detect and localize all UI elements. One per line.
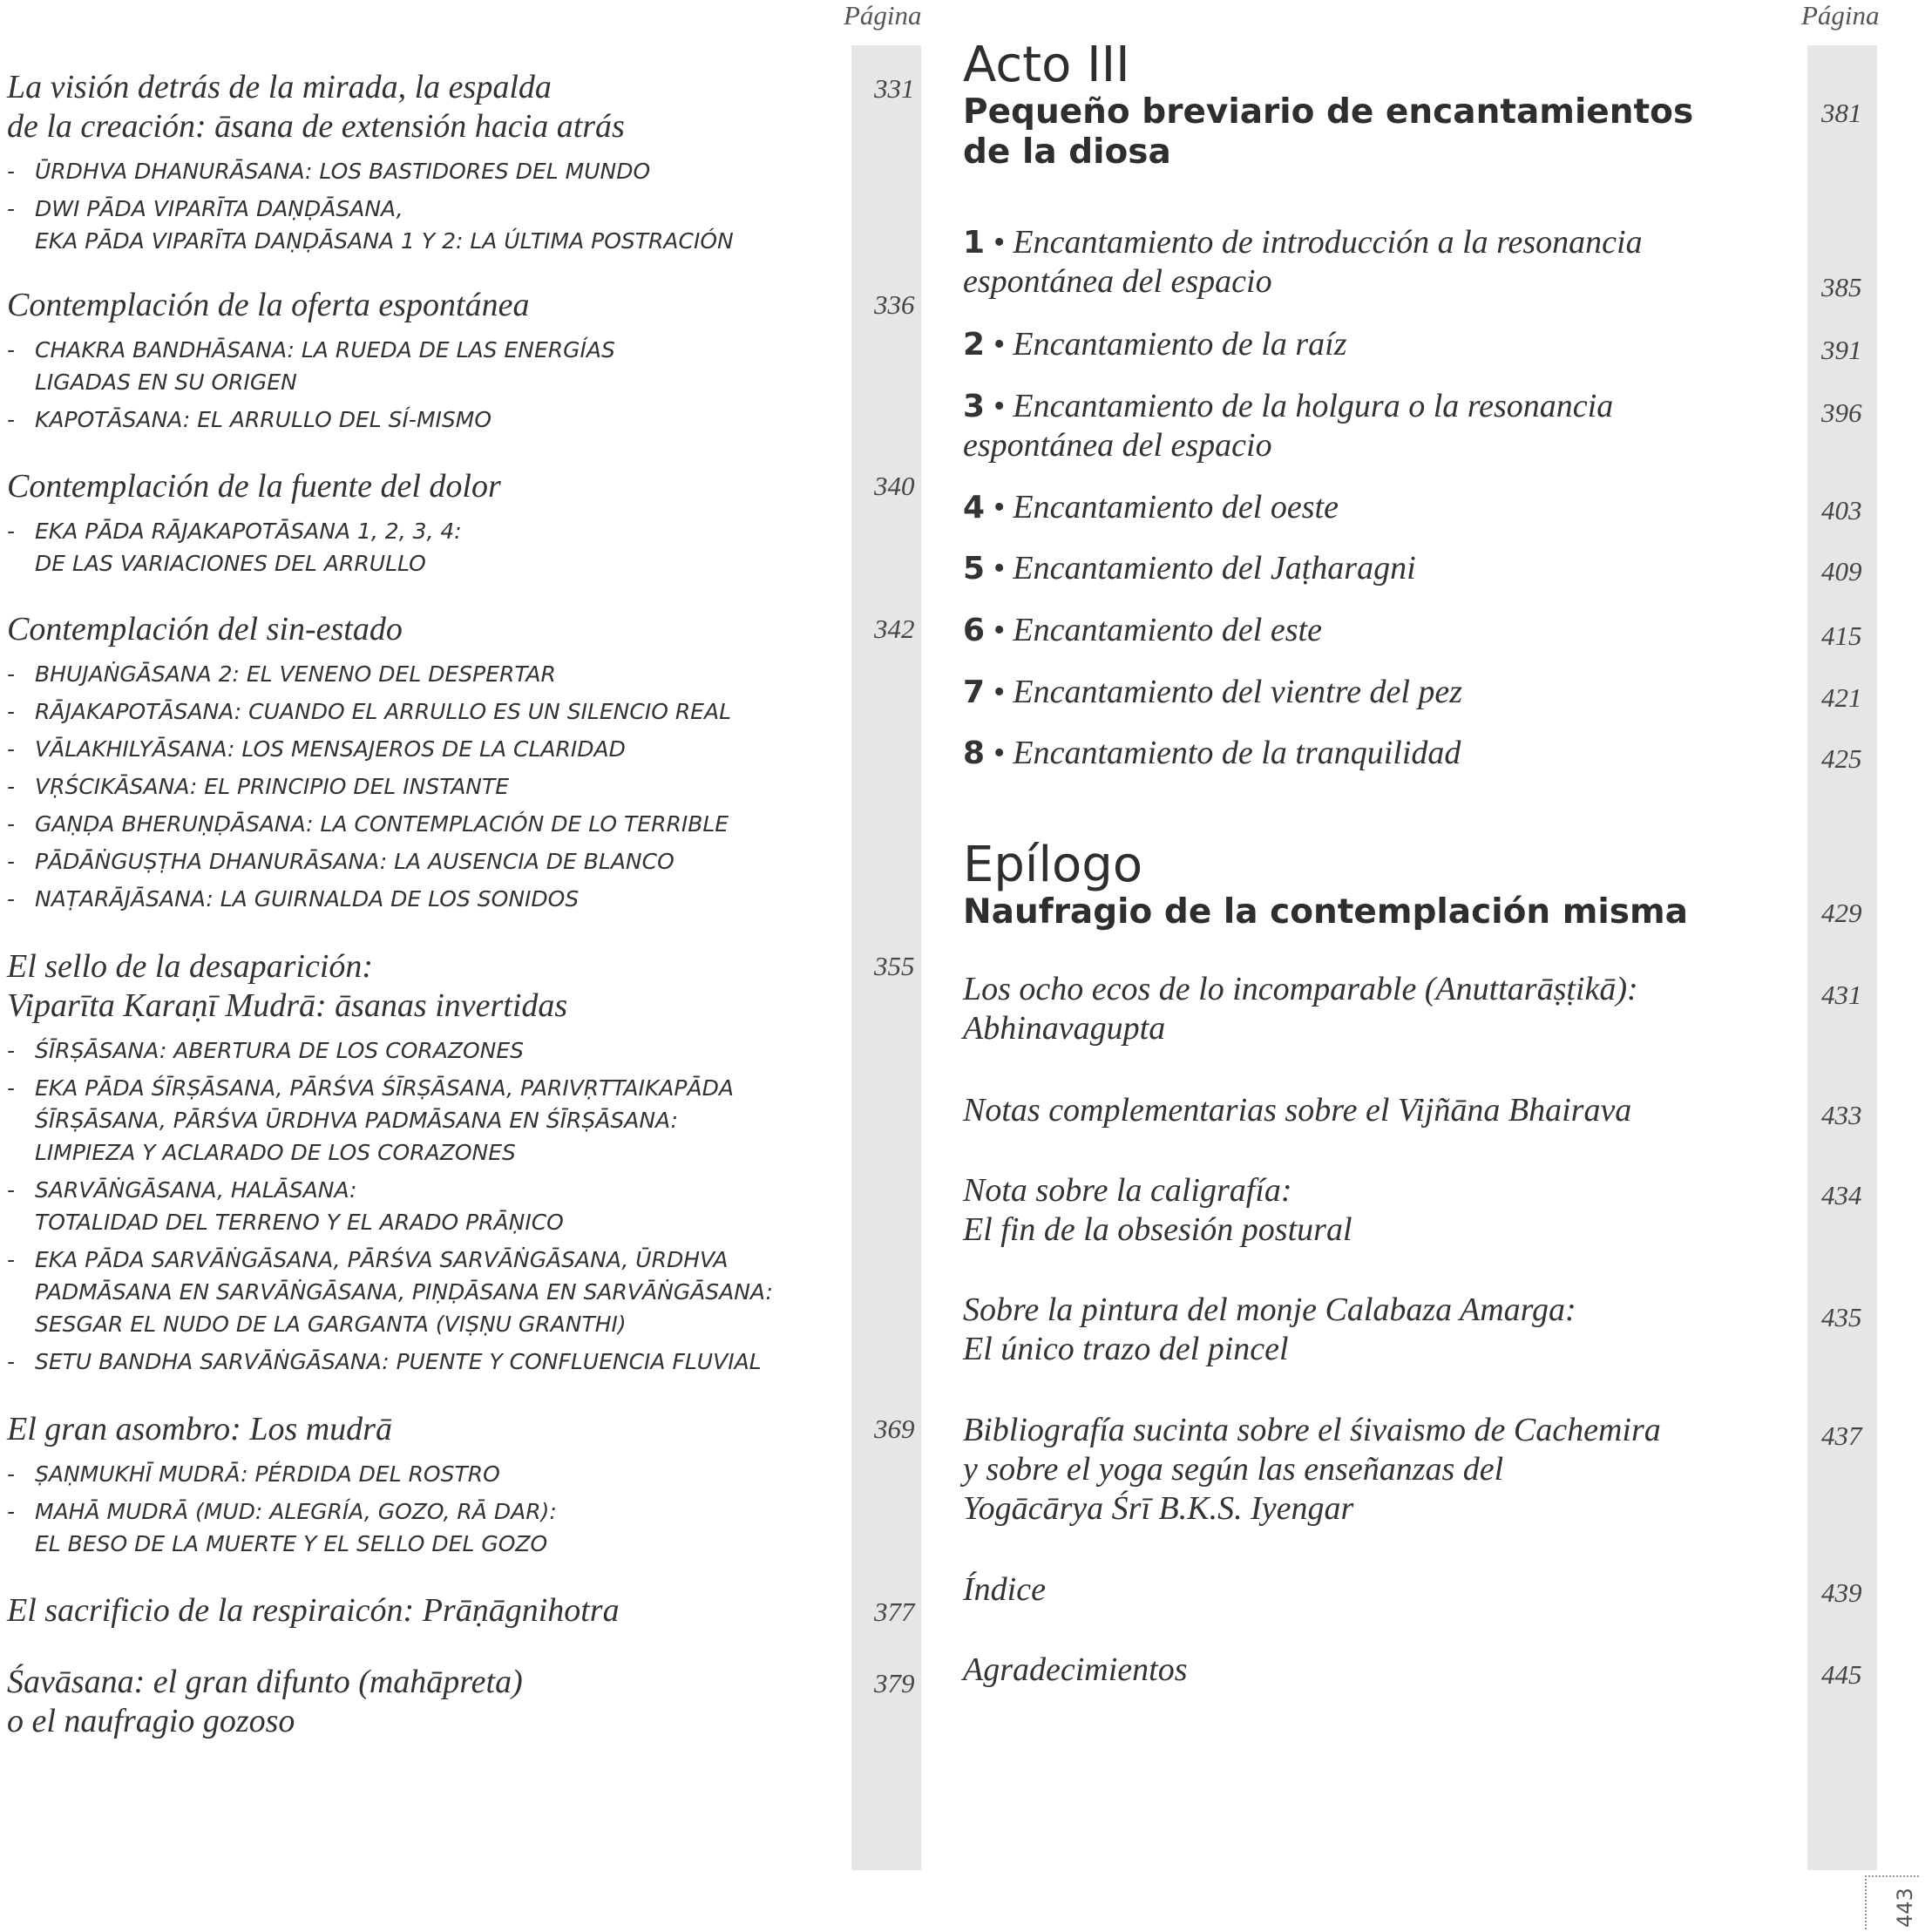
sub-entry: - ṢAṆMUKHĪ MUDRĀ: PÉRDIDA DEL ROSTRO: [7, 1461, 500, 1487]
entry-title: Índice: [963, 1571, 1046, 1608]
entry-page-number: 369: [874, 1413, 915, 1444]
entry-page-number: 434: [1821, 1180, 1862, 1210]
entry-title: 7 • Encantamiento del vientre del pez: [963, 674, 1463, 710]
entry-title: La visión detrás de la mirada, la espalda de la creación: āsana de extensión hacia atrás: [7, 69, 625, 145]
entry-page-number: 385: [1821, 272, 1862, 302]
entry-page-number: 409: [1821, 556, 1862, 586]
enchantment-entry[interactable]: [963, 549, 1416, 588]
entry-title: Los ocho ecos de lo incomparable (Anuttarāṣṭikā): Abhinavagupta: [963, 971, 1638, 1047]
sub-entry: - DWI PĀDA VIPARĪTA DAṆḌĀSANA, EKA PĀDA VIPARĪTA DAṆḌĀSANA 1 Y 2: LA ÚLTIMA POSTRACIÓN: [7, 196, 734, 254]
entry-page-number: 433: [1821, 1100, 1862, 1130]
entry-title: 8 • Encantamiento de la tranquilidad: [963, 735, 1461, 771]
entry-page-number: 342: [874, 613, 915, 644]
sub-entry: - EKA PĀDA RĀJAKAPOTĀSANA 1, 2, 3, 4: DE LAS VARIACIONES DEL ARRULLO: [7, 519, 462, 576]
entry-page-number: 391: [1821, 335, 1862, 365]
entry-page-number: 435: [1821, 1302, 1862, 1332]
epilogue-subtitle: Naufragio de la contemplación misma: [963, 892, 1688, 932]
toc-entry[interactable]: [7, 286, 915, 436]
entry-title: Bibliografía sucinta sobre el śivaismo de Cachemira y sobre el yoga según las enseñanzas del Yogācārya Śrī B.K.S. Iyengar: [963, 1412, 1661, 1527]
back-matter-entry[interactable]: [963, 1570, 1046, 1610]
entry-title: El sello de la desaparición: Viparīta Karaṇī Mudrā: āsanas invertidas: [7, 948, 568, 1024]
back-matter-entry[interactable]: [963, 1171, 1352, 1250]
sub-entry: - EKA PĀDA ŚĪRṢĀSANA, PĀRŚVA ŚĪRṢĀSANA, PARIVṚTTAIKAPĀDA ŚĪRṢĀSANA, PĀRŚVA ŪRDHVA PADMĀSANA EN ŚĪRṢĀSANA: LIMPIEZA Y ACLARADO DE LOS CORAZONES: [7, 1075, 734, 1165]
enchantment-entry[interactable]: [963, 673, 1462, 712]
entry-title: Agradecimientos: [963, 1651, 1188, 1688]
sub-entry: - VĀLAKHILYĀSANA: LOS MENSAJEROS DE LA CLARIDAD: [7, 736, 626, 762]
entry-page-number: 396: [1821, 397, 1862, 428]
entry-page-number: 336: [874, 289, 915, 320]
toc-entry[interactable]: [7, 467, 915, 580]
left-page-column-header: Página: [844, 0, 922, 31]
footer-page-number: 443: [1893, 1888, 1917, 1928]
entry-page-number: 379: [874, 1668, 915, 1698]
sub-entry: - MAHĀ MUDRĀ (MUD: ALEGRÍA, GOZO, RĀ DAR): EL BESO DE LA MUERTE Y EL SELLO DEL GOZO: [7, 1499, 557, 1556]
entry-page-number: 425: [1821, 743, 1862, 774]
sub-entry: - RĀJAKAPOTĀSANA: CUANDO EL ARRULLO ES UN SILENCIO REAL: [7, 699, 732, 724]
back-matter-entry[interactable]: [963, 1291, 1576, 1369]
entry-page-number: 439: [1821, 1577, 1862, 1608]
entry-page-number: 403: [1821, 495, 1862, 525]
act-three-page-number: 381: [1821, 98, 1862, 128]
entry-title: El sacrificio de la respiraicón: Prāṇāgnihotra: [7, 1592, 620, 1629]
entry-title: 2 • Encantamiento de la raíz: [963, 326, 1347, 363]
entry-title: 4 • Encantamiento del oeste: [963, 489, 1339, 525]
back-matter-entry[interactable]: [963, 970, 1638, 1048]
epilogue-heading[interactable]: [963, 838, 1688, 932]
right-page-column-header: Página: [1801, 0, 1880, 31]
sub-entry: - ŚĪRṢĀSANA: ABERTURA DE LOS CORAZONES: [7, 1038, 525, 1063]
entry-page-number: 437: [1821, 1420, 1862, 1451]
entry-page-number: 340: [874, 471, 915, 501]
sub-entry: - EKA PĀDA SARVĀṄGĀSANA, PĀRŚVA SARVĀṄGĀSANA, ŪRDHVA PADMĀSANA EN SARVĀṄGĀSANA, PIṆḌĀSANA EN SARVĀṄGĀSANA: SESGAR EL NUDO DE LA GARGANTA (VIṢṆU GRANTHI): [7, 1247, 773, 1337]
sub-entry: - KAPOTĀSANA: EL ARRULLO DEL SÍ-MISMO: [7, 407, 491, 432]
entry-title: 6 • Encantamiento del este: [963, 612, 1322, 648]
sub-entry: - ŪRDHVA DHANURĀSANA: LOS BASTIDORES DEL MUNDO: [7, 159, 651, 184]
enchantment-entry[interactable]: [963, 325, 1347, 364]
entry-page-number: 421: [1821, 682, 1862, 713]
entry-page-number: 445: [1821, 1659, 1862, 1690]
back-matter-entry[interactable]: [963, 1091, 1631, 1130]
entry-title: 1 • Encantamiento de introducción a la resonancia espontánea del espacio: [963, 224, 1643, 300]
back-matter-entry[interactable]: [963, 1651, 1188, 1690]
entry-title: El gran asombro: Los mudrā: [7, 1411, 392, 1447]
entry-page-number: 415: [1821, 620, 1862, 651]
sub-entry: - GAṆḌA BHERUṆḌĀSANA: LA CONTEMPLACIÓN DE LO TERRIBLE: [7, 811, 729, 837]
epilogue-title: Epílogo: [963, 837, 1143, 893]
back-matter-entry[interactable]: [963, 1411, 1661, 1529]
sub-entry: - BHUJAṄGĀSANA 2: EL VENENO DEL DESPERTAR: [7, 661, 556, 687]
entry-title: Contemplación de la fuente del dolor: [7, 468, 501, 505]
sub-entry: - SETU BANDHA SARVĀṄGĀSANA: PUENTE Y CONFLUENCIA FLUVIAL: [7, 1349, 762, 1374]
toc-entry[interactable]: [7, 610, 915, 915]
entry-page-number: 331: [874, 73, 915, 104]
sub-entry: - NAṬARĀJĀSANA: LA GUIRNALDA DE LOS SONIDOS: [7, 886, 580, 912]
toc-entry[interactable]: [7, 1663, 915, 1741]
entry-page-number: 431: [1821, 980, 1862, 1010]
entry-title: Nota sobre la caligrafía: El fin de la obsesión postural: [963, 1172, 1352, 1248]
entry-title: 5 • Encantamiento del Jaṭharagni: [963, 550, 1416, 586]
enchantment-entry[interactable]: [963, 611, 1322, 650]
act-title: Acto III: [963, 37, 1130, 93]
entry-page-number: 355: [874, 951, 915, 981]
sub-entry: - CHAKRA BANDHĀSANA: LA RUEDA DE LAS ENERGÍAS LIGADAS EN SU ORIGEN: [7, 337, 615, 395]
sub-entry: - PĀDĀṄGUṢṬHA DHANURĀSANA: LA AUSENCIA DE BLANCO: [7, 849, 675, 874]
epilogue-page-number: 429: [1821, 898, 1862, 928]
act-three-heading[interactable]: [963, 38, 1693, 173]
toc-entry[interactable]: [7, 1591, 915, 1630]
entry-page-number: 377: [874, 1596, 915, 1627]
entry-title: Sobre la pintura del monje Calabaza Amarga: El único trazo del pincel: [963, 1291, 1576, 1367]
entry-title: Notas complementarias sobre el Vijñāna Bhairava: [963, 1092, 1632, 1129]
entry-title: Contemplación de la oferta espontánea: [7, 287, 530, 323]
sub-entry: - SARVĀṄGĀSANA, HALĀSANA: TOTALIDAD DEL TERRENO Y EL ARADO PRĀṆICO: [7, 1177, 564, 1235]
entry-title: Śavāsana: el gran difunto (mahāpreta) o el naufragio gozoso: [7, 1664, 523, 1739]
enchantment-entry[interactable]: [963, 387, 1613, 465]
enchantment-entry[interactable]: [963, 223, 1643, 302]
toc-entry[interactable]: [7, 68, 915, 257]
act-subtitle: Pequeño breviario de encantamientos de la diosa: [963, 92, 1694, 172]
toc-entry[interactable]: [7, 947, 915, 1378]
toc-entry[interactable]: [7, 1410, 915, 1560]
enchantment-entry[interactable]: [963, 488, 1339, 527]
entry-title: Contemplación del sin-estado: [7, 611, 403, 647]
sub-entry: - VṚŚCIKĀSANA: EL PRINCIPIO DEL INSTANTE: [7, 774, 510, 799]
entry-title: 3 • Encantamiento de la holgura o la resonancia espontánea del espacio: [963, 388, 1614, 464]
enchantment-entry[interactable]: [963, 734, 1461, 773]
